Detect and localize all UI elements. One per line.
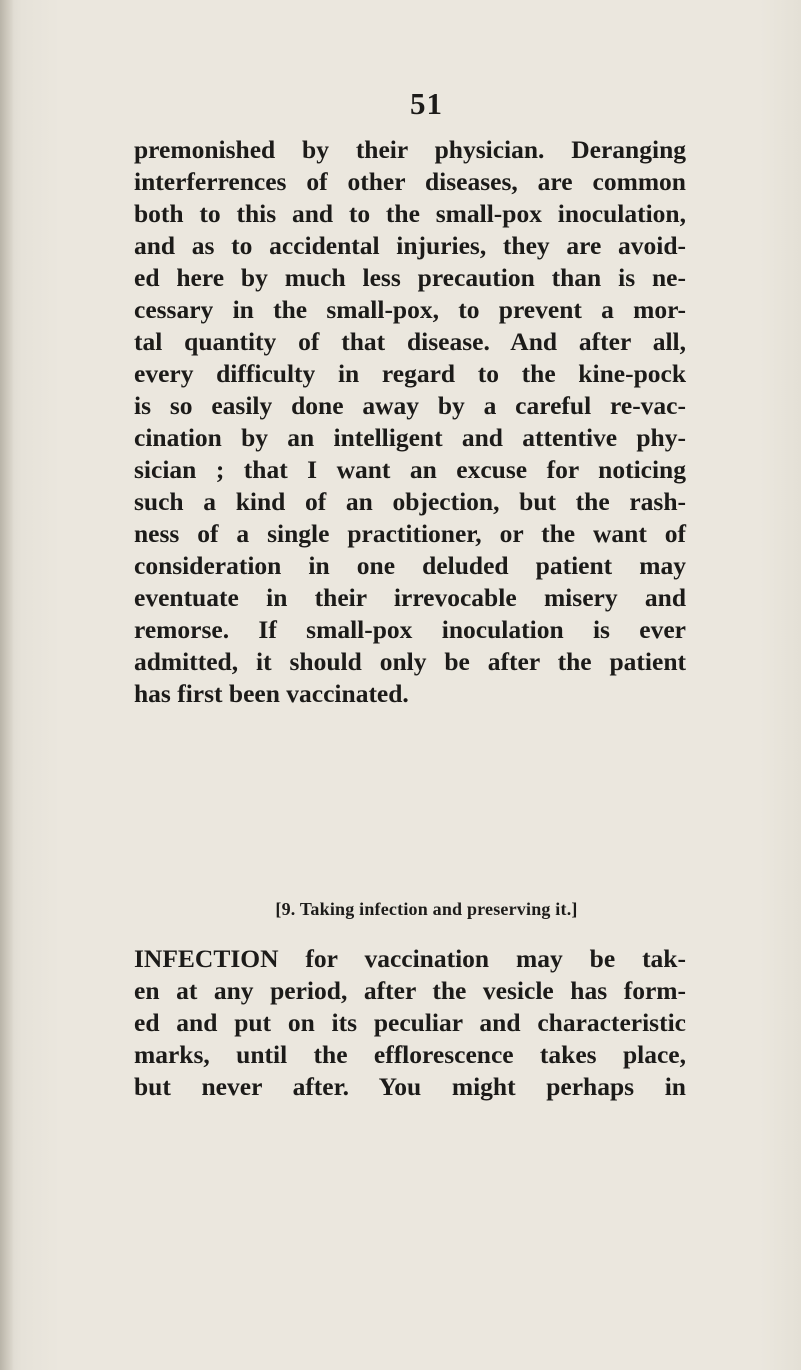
text-line: ness of a single practitioner, or the want of	[134, 519, 686, 548]
text-line: admitted, it should only be after the patient	[134, 647, 686, 676]
text-line: tal quantity of that disease. And after all,	[134, 327, 686, 356]
text-line: has first been vaccinated.	[134, 679, 409, 708]
text-line: cessary in the small-pox, to prevent a mor-	[134, 295, 686, 324]
text-line: eventuate in their irrevocable misery and	[134, 583, 686, 612]
text-line: and as to accidental injuries, they are avoid-	[134, 231, 686, 260]
text-line: every difficulty in regard to the kine-pock	[134, 359, 686, 388]
binding-gutter	[0, 0, 14, 1370]
text-line: marks, until the efflorescence takes place,	[134, 1040, 686, 1069]
text-line: remorse. If small-pox inoculation is ever	[134, 615, 686, 644]
paragraph-1	[134, 134, 686, 710]
text-line: INFECTION for vaccination may be tak-	[134, 944, 686, 973]
text-line: such a kind of an objection, but the rash-	[134, 487, 686, 516]
text-line: premonished by their physician. Deranging	[134, 135, 686, 164]
text-line: en at any period, after the vesicle has form-	[134, 976, 686, 1005]
page-number: 51	[410, 86, 443, 121]
text-line: both to this and to the small-pox inoculation,	[134, 199, 686, 228]
section-heading: [9. Taking infection and preserving it.]	[275, 899, 578, 919]
text-line: but never after. You might perhaps in	[134, 1072, 686, 1101]
text-line: interferrences of other diseases, are common	[134, 167, 686, 196]
text-line: consideration in one deluded patient may	[134, 551, 686, 580]
text-line: ed and put on its peculiar and characteristic	[134, 1008, 686, 1037]
paragraph-2	[134, 943, 686, 1103]
text-line: cination by an intelligent and attentive phy-	[134, 423, 686, 452]
text-line: ed here by much less precaution than is ne-	[134, 263, 686, 292]
text-line: is so easily done away by a careful re-vac-	[134, 391, 686, 420]
text-line: sician ; that I want an excuse for noticing	[134, 455, 686, 484]
